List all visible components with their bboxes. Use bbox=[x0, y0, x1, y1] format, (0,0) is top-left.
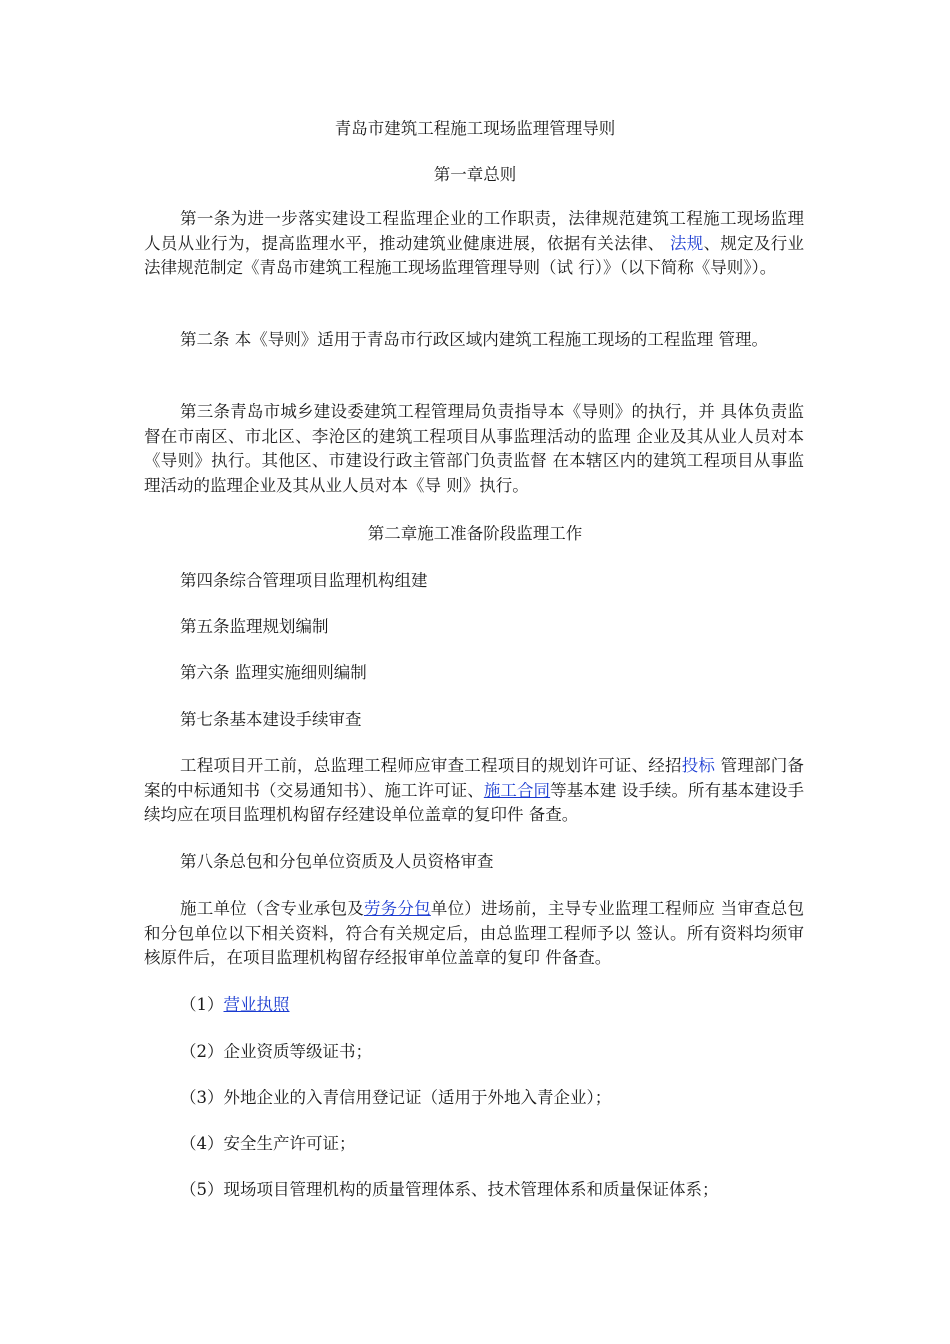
list-item-2: （2）企业资质等级证书； bbox=[180, 1042, 372, 1061]
chapter-2-heading: 第二章施工准备阶段监理工作 bbox=[367, 524, 583, 543]
document-title: 青岛市建筑工程施工现场监理管理导则 bbox=[334, 119, 616, 138]
article-8-text: 施工单位（含专业承包及 bbox=[180, 899, 364, 918]
article-7-text-mid: 管理部门备案的中标通知书（交易通知书）、施工许可证、 bbox=[144, 756, 805, 800]
article-1-text: 第一条为进一步落实建设工程监理企业的工作职责，法律规范建筑工程施工现场监理人员从业行为，提高监理水平，推动建筑业健康进展，依据有关法律、 bbox=[144, 209, 804, 253]
link-labor-subcontract[interactable]: 劳务分包 bbox=[363, 899, 431, 918]
article-7-text: 工程项目开工前，总监理工程师应审查工程项目的规划许可证、经招 bbox=[180, 756, 682, 775]
article-1-text-end: 、规定及行业法律规范制定《青岛市建筑工程施工现场监理管理导则（试 行）》（以下简称《导则》）。 bbox=[144, 233, 805, 277]
link-business-license[interactable]: 营业执照 bbox=[223, 995, 290, 1014]
article-1 bbox=[144, 207, 804, 281]
article-7-text-end: 等基本建 设手续。所有基本建设手续均应在项目监理机构留存经建设单位盖章的复印件 备查。 bbox=[144, 780, 805, 824]
list-item-4: （4）安全生产许可证； bbox=[180, 1134, 356, 1153]
list-item-5: （5）现场项目管理机构的质量管理体系、技术管理体系和质量保证体系； bbox=[180, 1180, 719, 1199]
article-8-heading: 第八条总包和分包单位资质及人员资格审查 bbox=[180, 852, 494, 871]
list-item-1 bbox=[180, 993, 290, 1017]
link-bidding[interactable]: 投标 bbox=[681, 756, 716, 775]
link-regulations[interactable]: 法规 bbox=[669, 233, 704, 253]
article-4-heading: 第四条综合管理项目监理机构组建 bbox=[180, 571, 428, 590]
list-item-1-number: （1） bbox=[180, 995, 224, 1014]
link-construction-contract[interactable]: 施工合同 bbox=[483, 780, 551, 800]
article-3: 第三条青岛市城乡建设委建筑工程管理局负责指导本《导则》的执行，并 具体负责监督在市南区、市北区、李沧区的建筑工程项目从事监理活动的监理 企业及其从业人员对本《导则》执行。其他区、市建设行政主管部门负责监督 在本辖区内的建筑工程项目从事监理活动的监理企业及其从业人员对本《导 则》执行。 bbox=[144, 402, 804, 495]
article-7-heading: 第七条基本建设手续审查 bbox=[180, 710, 362, 729]
article-8-text-end: 单位）进场前，主导专业监理工程师应 当审查总包和分包单位以下相关资料，符合有关规定后，由总监理工程师予以 签认。所有资料均须审核原件后，在项目监理机构留存经报审单位盖章的复印 件备查。 bbox=[144, 899, 805, 967]
article-8-body bbox=[144, 897, 804, 971]
chapter-1-heading: 第一章总则 bbox=[433, 165, 517, 184]
list-item-3: （3）外地企业的入青信用登记证（适用于外地入青企业）； bbox=[180, 1088, 612, 1107]
article-6-heading: 第六条 监理实施细则编制 bbox=[180, 663, 367, 682]
article-2: 第二条 本《导则》适用于青岛市行政区域内建筑工程施工现场的工程监理 管理。 bbox=[180, 330, 768, 349]
article-5-heading: 第五条监理规划编制 bbox=[180, 617, 329, 636]
article-7-body bbox=[144, 754, 804, 828]
